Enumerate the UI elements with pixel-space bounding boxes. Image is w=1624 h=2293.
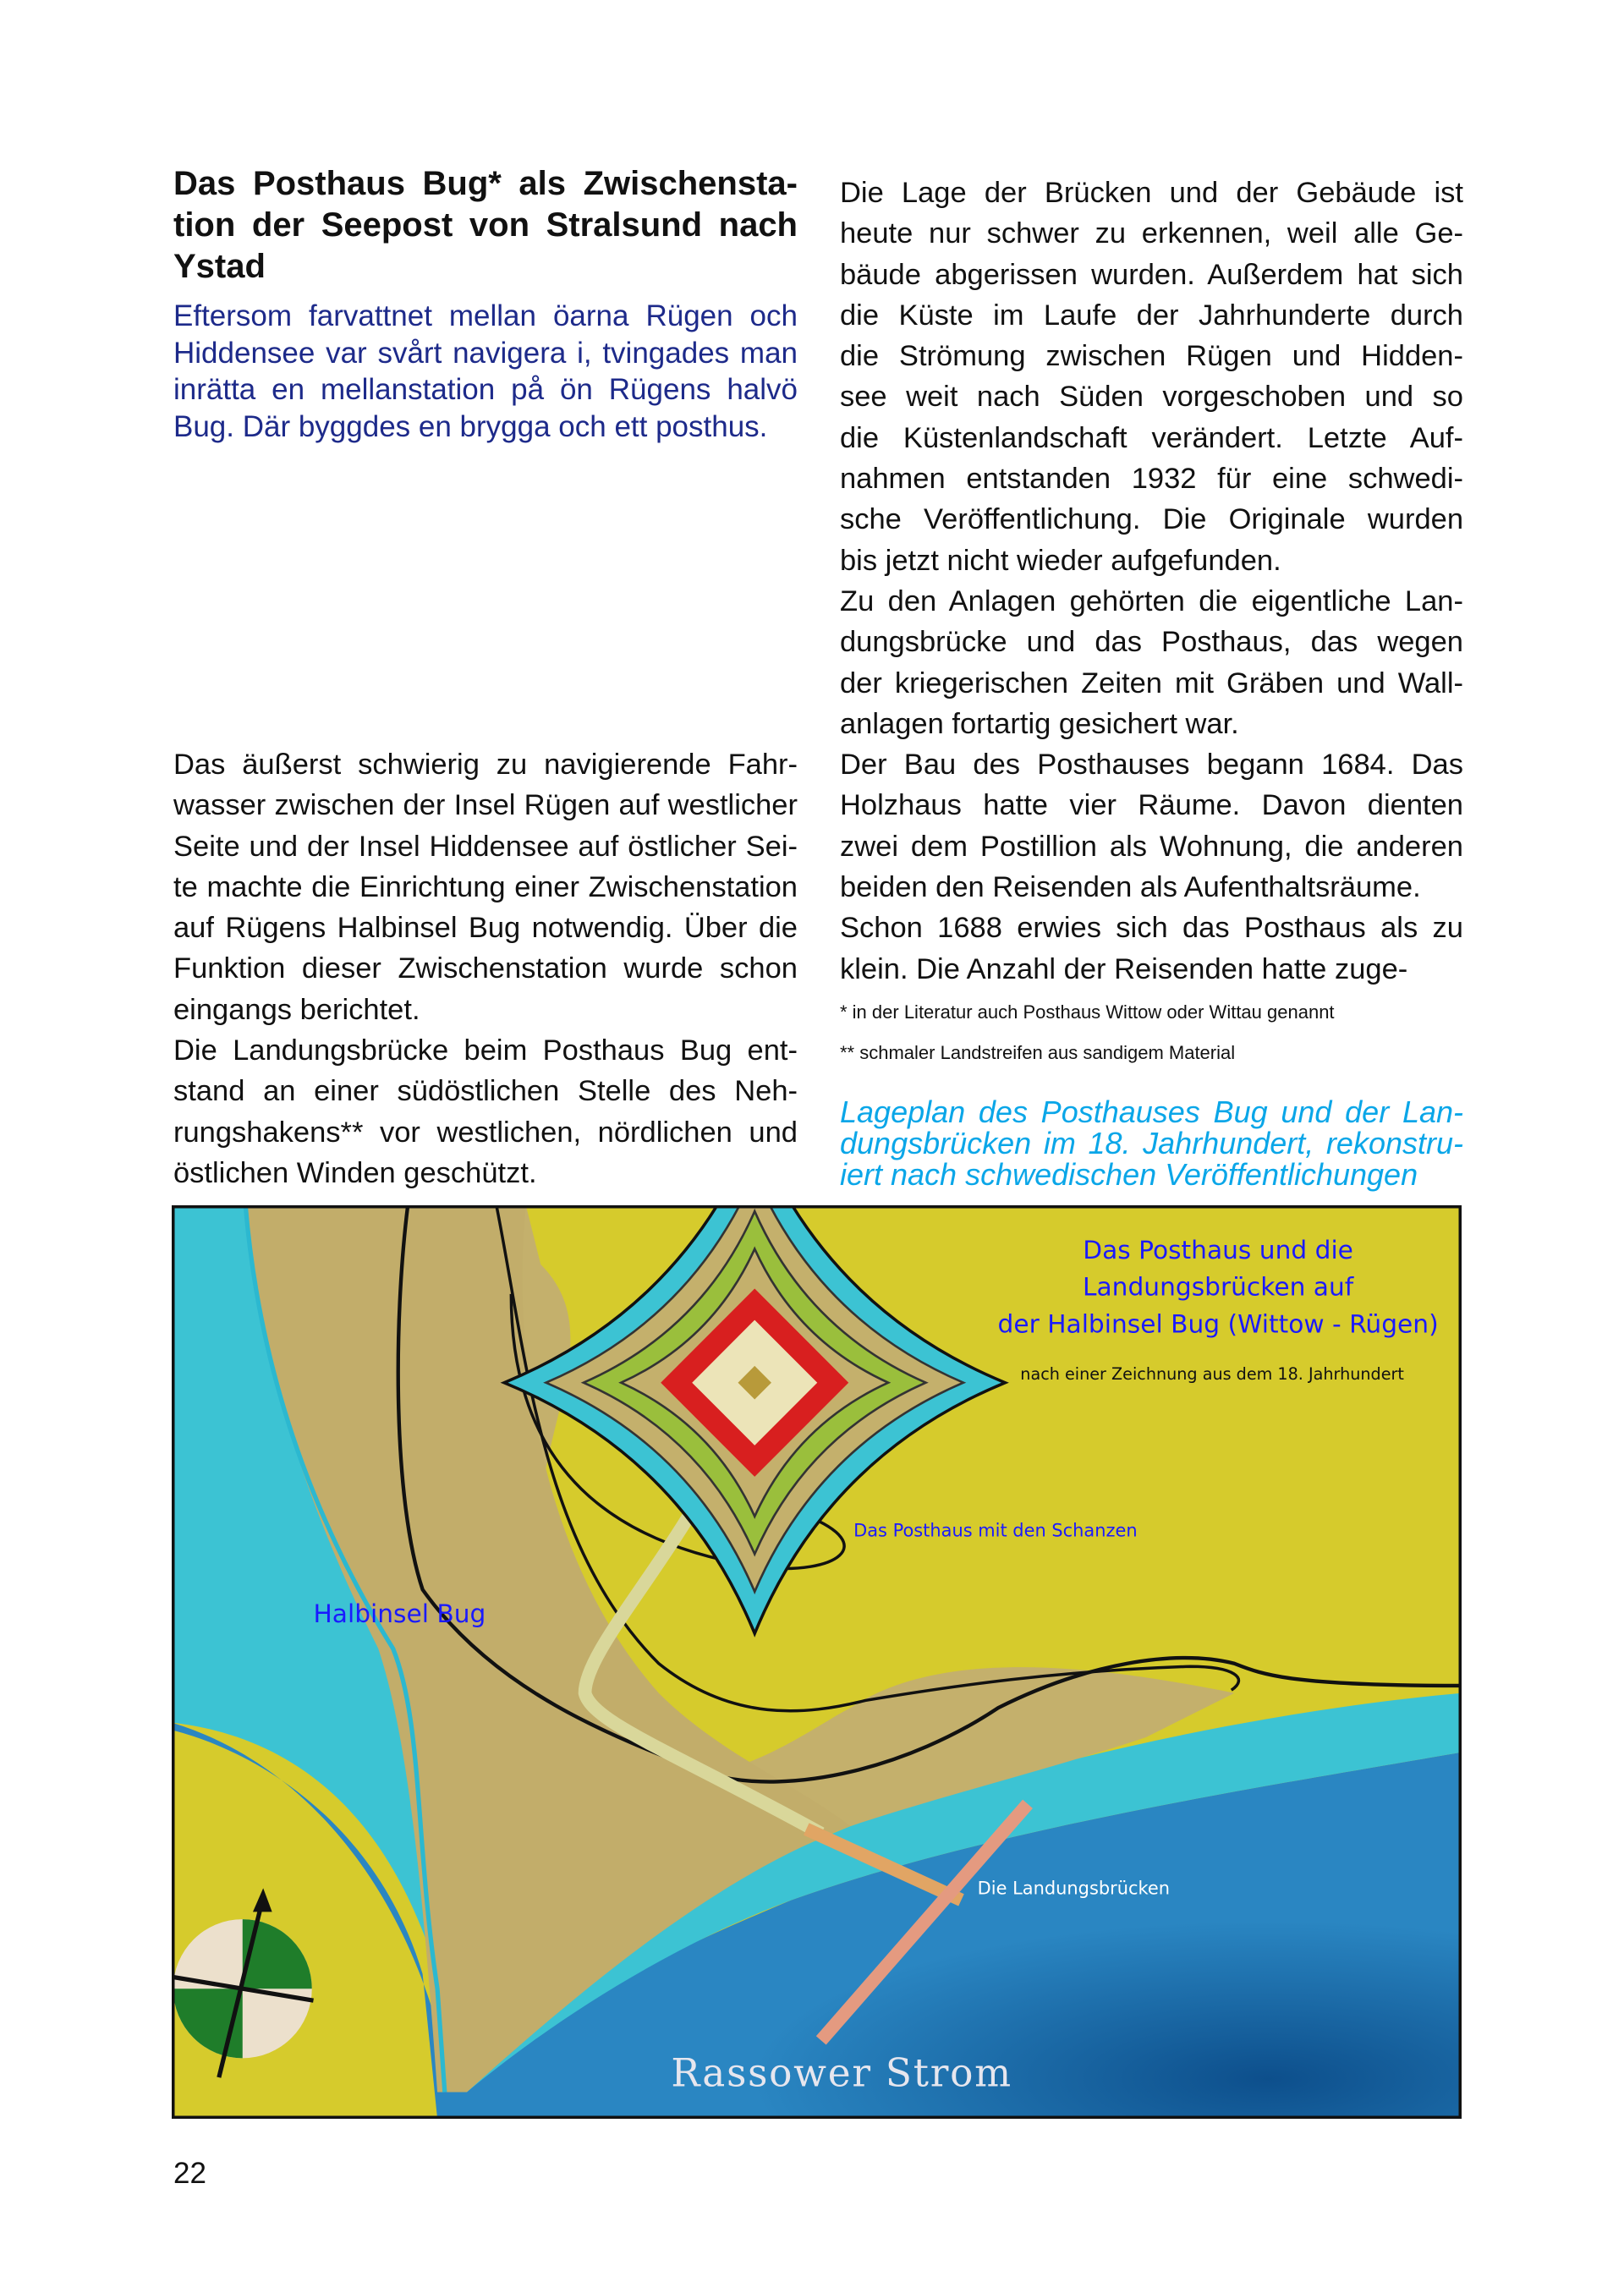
map-title-line: der Halbinsel Bug (Wittow - Rügen) <box>997 1308 1439 1339</box>
body-line: wasser zwischen der Insel Rügen auf westlicher <box>173 789 798 822</box>
body-line: te machte die Einrichtung einer Zwischenstation <box>173 870 798 903</box>
summary-line: inrätta en mellanstation på ön Rügens halvö <box>173 373 798 406</box>
body-line: zwei dem Postillion als Wohnung, die anderen <box>840 830 1463 863</box>
map-title-line: Das Posthaus und die <box>1083 1234 1353 1264</box>
right-body-text <box>840 173 1463 990</box>
body-line: anlagen fortartig gesichert war. <box>840 707 1239 740</box>
body-line: sche Veröffentlichung. Die Originale wurden <box>840 503 1463 536</box>
figure-caption <box>840 1096 1463 1190</box>
body-line: rungshakens** vor westlichen, nördlichen und <box>173 1116 798 1149</box>
body-line: auf Rügens Halbinsel Bug notwendig. Über die <box>173 912 798 945</box>
body-line: bis jetzt nicht wieder aufgefunden. <box>840 544 1281 577</box>
caption-line: iert nach schwedischen Veröffentlichungen <box>840 1157 1418 1192</box>
summary-line: Eftersom farvattnet mellan öarna Rügen och <box>173 299 798 332</box>
body-line: die Strömung zwischen Rügen und Hidden- <box>840 340 1463 373</box>
label-bridges: Die Landungsbrücken <box>977 1878 1170 1899</box>
label-fort: Das Posthaus mit den Schanzen <box>853 1520 1138 1541</box>
caption-line: dungsbrücken im 18. Jahrhundert, rekonstru- <box>840 1126 1463 1160</box>
article-heading <box>173 163 798 288</box>
body-line: stand an einer südöstlichen Stelle des Neh- <box>173 1075 798 1108</box>
label-peninsula: Halbinsel Bug <box>313 1598 486 1628</box>
body-line: Zu den Anlagen gehörten die eigentliche Lan- <box>840 584 1463 617</box>
body-line: die Küstenlandschaft verändert. Letzte Auf- <box>840 421 1463 454</box>
body-line: Der Bau des Posthauses begann 1684. Das <box>840 749 1463 782</box>
body-line: eingangs berichtet. <box>173 993 420 1026</box>
footnote-2: ** schmaler Landstreifen aus sandigem Material <box>840 1042 1236 1063</box>
left-body-text <box>173 744 798 1193</box>
swedish-summary <box>173 298 798 445</box>
body-line: Funktion dieser Zwischenstation wurde schon <box>173 952 798 985</box>
heading-line: Das Posthaus Bug* als Zwischensta- <box>173 165 798 202</box>
body-line: Die Lage der Brücken und der Gebäude ist <box>840 177 1463 209</box>
body-line: Holzhaus hatte vier Räume. Davon dienten <box>840 789 1463 822</box>
page-number: 22 <box>173 2157 206 2190</box>
caption-line: Lageplan des Posthauses Bug und der Lan- <box>840 1094 1463 1129</box>
body-line: klein. Die Anzahl der Reisenden hatte zuge- <box>840 952 1408 985</box>
map-subtitle: nach einer Zeichnung aus dem 18. Jahrhundert <box>1020 1364 1404 1385</box>
body-line: Schon 1688 erwies sich das Posthaus als zu <box>840 912 1463 945</box>
body-line: die Küste im Laufe der Jahrhunderte durch <box>840 299 1463 332</box>
body-line: nahmen entstanden 1932 für eine schwedi- <box>840 463 1463 496</box>
body-line: Seite und der Insel Hiddensee auf östlicher Sei- <box>173 830 798 863</box>
body-line: heute nur schwer zu erkennen, weil alle Ge- <box>840 217 1463 250</box>
heading-line: Ystad <box>173 248 266 285</box>
site-map <box>172 1205 1462 2119</box>
body-line: bäude abgerissen wurden. Außerdem hat sich <box>840 258 1463 291</box>
body-line: Das äußerst schwierig zu navigierende Fahr- <box>173 749 798 781</box>
body-line: dungsbrücke und das Posthaus, das wegen <box>840 626 1463 659</box>
summary-line: Bug. Där byggdes en brygga och ett posthus. <box>173 409 768 443</box>
heading-line: tion der Seepost von Stralsund nach <box>173 206 798 244</box>
body-line: der kriegerischen Zeiten mit Gräben und Wall- <box>840 667 1463 699</box>
label-water: Rassower Strom <box>671 2050 1012 2096</box>
body-line: Die Landungsbrücke beim Posthaus Bug ent- <box>173 1034 798 1067</box>
body-line: beiden den Reisenden als Aufenthaltsräume. <box>840 871 1421 904</box>
footnote-1: * in der Literatur auch Posthaus Wittow oder Wittau genannt <box>840 1001 1335 1023</box>
map-title-line: Landungsbrücken auf <box>1082 1271 1354 1302</box>
body-line: see weit nach Süden vorgeschoben und so <box>840 381 1463 414</box>
summary-line: Hiddensee var svårt navigera i, tvingades man <box>173 336 798 370</box>
body-line: östlichen Winden geschützt. <box>173 1156 537 1189</box>
